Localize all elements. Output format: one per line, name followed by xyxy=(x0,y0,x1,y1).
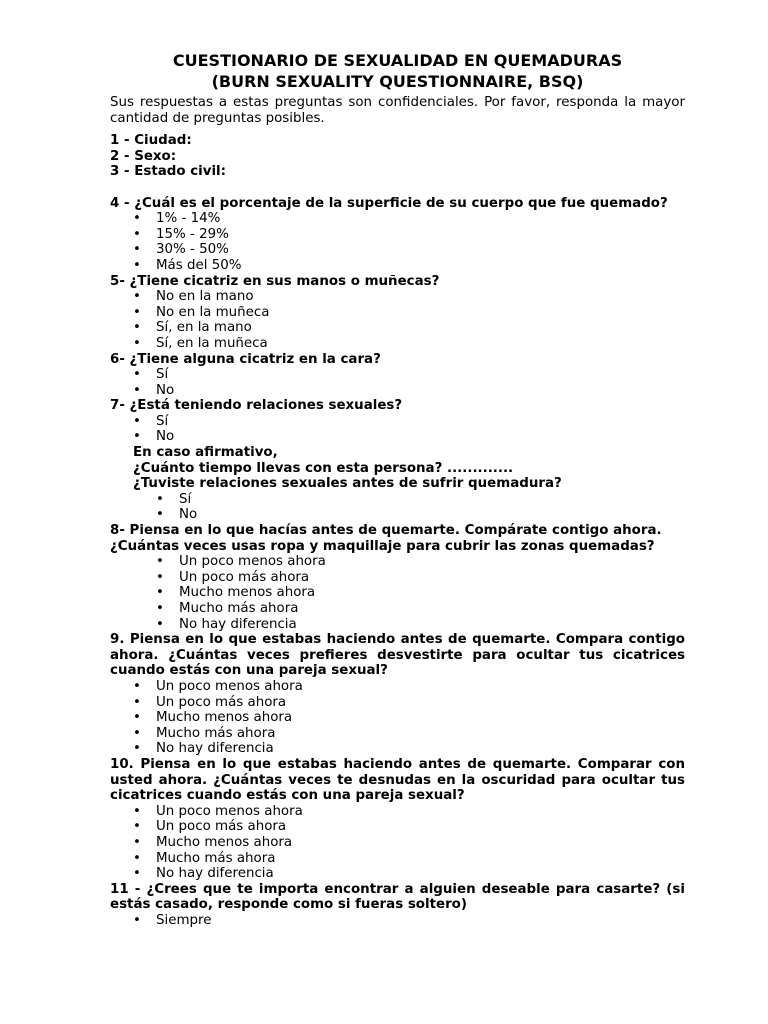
question-4-options xyxy=(110,211,685,273)
question-3: 3 - Estado civil: xyxy=(110,164,226,180)
list-item: • Sí, en la mano xyxy=(110,320,685,336)
question-4: 4 - ¿Cuál es el porcentaje de la superficie de su cuerpo que fue quemado? xyxy=(110,195,668,211)
document-body xyxy=(110,50,685,928)
question-7-followup-duration: ¿Cuánto tiempo llevas con esta persona? ............. xyxy=(133,460,514,476)
question-11: 11 - ¿Crees que te importa encontrar a alguien deseable para casarte? (si estás casado, responde como si fueras soltero) xyxy=(110,881,685,913)
list-item: • Mucho más ahora xyxy=(110,726,685,742)
list-item: • No hay diferencia xyxy=(110,617,685,633)
list-item: • Sí xyxy=(110,414,685,430)
document-title xyxy=(110,50,685,92)
question-5-options xyxy=(110,289,685,351)
list-item: • Sí xyxy=(110,492,685,508)
question-7-options xyxy=(110,414,685,445)
list-item: • No xyxy=(110,383,685,399)
list-item: • No hay diferencia xyxy=(110,741,685,757)
title-line-1: CUESTIONARIO DE SEXUALIDAD EN QUEMADURAS xyxy=(172,51,623,70)
question-9: 9. Piensa en lo que estabas haciendo antes de quemarte. Compara contigo ahora. ¿Cuántas veces prefieres desvestirte para ocultar tus cicatrices cuando estás con una pareja sexual? xyxy=(110,632,685,679)
title-line-2: (BURN SEXUALITY QUESTIONNAIRE, BSQ) xyxy=(211,72,584,91)
list-item: • No en la mano xyxy=(110,289,685,305)
question-6: 6- ¿Tiene alguna cicatriz en la cara? xyxy=(110,351,381,367)
question-7-followup-before: ¿Tuviste relaciones sexuales antes de sufrir quemadura? xyxy=(133,476,562,492)
list-item: • No hay diferencia xyxy=(110,866,685,882)
list-item: • Mucho más ahora xyxy=(110,851,685,867)
question-8-options xyxy=(110,554,685,632)
list-item: • Sí, en la muñeca xyxy=(110,336,685,352)
intro-paragraph: Sus respuestas a estas preguntas son confidenciales. Por favor, responda la mayor cantidad de preguntas posibles. xyxy=(110,95,685,126)
question-7-sub-options xyxy=(110,492,685,523)
question-11-options xyxy=(110,913,685,929)
question-9-options xyxy=(110,679,685,757)
question-6-options xyxy=(110,367,685,398)
spacer xyxy=(110,180,685,196)
list-item: • Mucho menos ahora xyxy=(110,710,685,726)
list-item: • Un poco más ahora xyxy=(110,570,685,586)
list-item: • Sí xyxy=(110,367,685,383)
question-10-options xyxy=(110,804,685,882)
list-item: • Mucho menos ahora xyxy=(110,585,685,601)
list-item: • Un poco menos ahora xyxy=(110,804,685,820)
list-item: • Mucho menos ahora xyxy=(110,835,685,851)
list-item: • 1% - 14% xyxy=(110,211,685,227)
question-10: 10. Piensa en lo que estabas haciendo antes de quemarte. Comparar con usted ahora. ¿Cuántas veces te desnudas en la oscuridad para ocultar tus cicatrices cuando estás con una pareja sexual? xyxy=(110,756,685,804)
list-item: • No en la muñeca xyxy=(110,305,685,321)
list-item: • Un poco más ahora xyxy=(110,695,685,711)
question-7-followup-intro: En caso afirmativo, xyxy=(133,445,278,461)
list-item: • Un poco menos ahora xyxy=(110,554,685,570)
question-5: 5- ¿Tiene cicatriz en sus manos o muñecas? xyxy=(110,273,440,289)
question-8: ¿Cuántas veces usas ropa y maquillaje para cubrir las zonas quemadas? xyxy=(110,538,655,554)
question-2: 2 - Sexo: xyxy=(110,148,177,164)
list-item: • Mucho más ahora xyxy=(110,601,685,617)
question-8-intro: 8- Piensa en lo que hacías antes de quemarte. Compárate contigo ahora. xyxy=(110,523,662,539)
list-item: • Un poco más ahora xyxy=(110,819,685,835)
list-item: • Más del 50% xyxy=(110,258,685,274)
question-7: 7- ¿Está teniendo relaciones sexuales? xyxy=(110,398,403,414)
list-item: • 30% - 50% xyxy=(110,242,685,258)
list-item: • No xyxy=(110,429,685,445)
question-1: 1 - Ciudad: xyxy=(110,133,192,149)
list-item: • Un poco menos ahora xyxy=(110,679,685,695)
list-item: • 15% - 29% xyxy=(110,227,685,243)
list-item: • No xyxy=(110,507,685,523)
list-item: • Siempre xyxy=(110,913,685,929)
